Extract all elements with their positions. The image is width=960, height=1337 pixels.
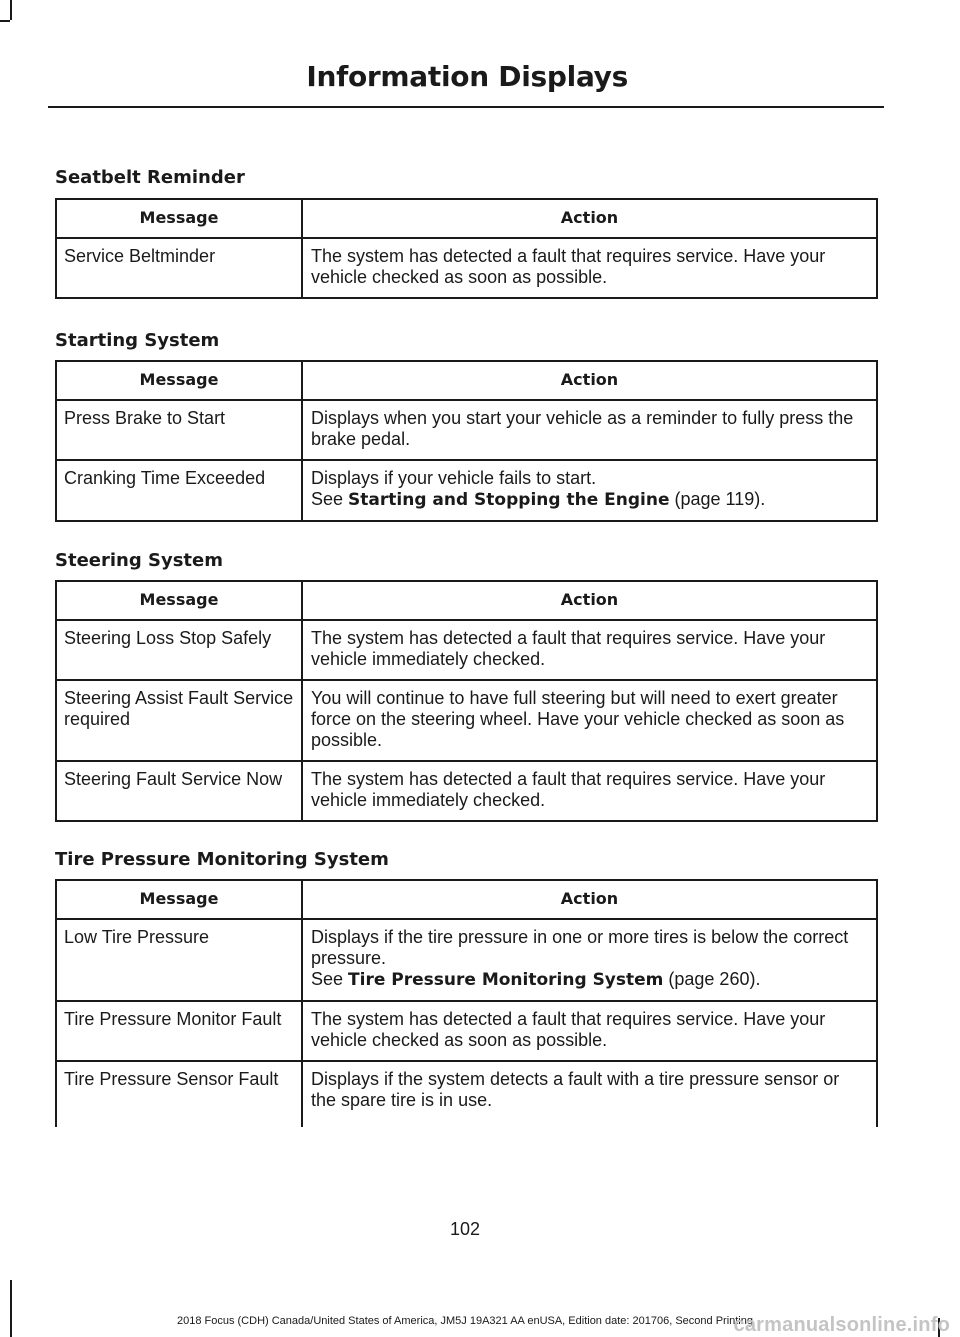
table-row [56,919,877,1001]
action-cell: Displays when you start your vehicle as a reminder to fully press the brake pedal. [302,400,877,460]
tire-pressure-table [55,879,878,1127]
table-header-row [56,199,877,238]
column-header-action: Action [302,880,877,919]
message-cell: Cranking Time Exceeded [56,460,302,521]
table-header-row [56,581,877,620]
footer-edition-info: 2018 Focus (CDH) Canada/United States of America, JM5J 19A321 AA enUSA, Edition date: 201706, Second Printing [176,1315,753,1327]
section-heading-steering-system: Steering System [55,550,223,571]
action-cell: The system has detected a fault that requires service. Have your vehicle checked as soon as possible. [302,1001,877,1061]
table-row [56,620,877,680]
cross-reference-link[interactable]: Tire Pressure Monitoring System [348,970,664,990]
see-prefix: See [311,969,349,989]
action-cell: The system has detected a fault that requires service. Have your vehicle immediately checked. [302,620,877,680]
table-row [56,460,877,521]
watermark: carmanualsonline.info [733,1314,950,1336]
action-cell: The system has detected a fault that requires service. Have your vehicle checked as soon as possible. [302,238,877,298]
action-cell: You will continue to have full steering but will need to exert greater force on the steering wheel. Have your vehicle checked as soon as possible. [302,680,877,761]
message-cell: Steering Loss Stop Safely [56,620,302,680]
crop-mark [0,20,10,22]
page-number: 102 [449,1219,481,1239]
action-cell [302,919,877,1001]
message-cell: Tire Pressure Sensor Fault [56,1061,302,1127]
title-divider [48,106,884,108]
page-title: Information Displays [306,60,628,93]
action-text: Displays if the tire pressure in one or more tires is below the correct pressure. [311,927,849,968]
table-row [56,761,877,821]
see-page: (page 119). [669,489,766,509]
section-heading-starting-system: Starting System [55,330,220,351]
action-cell [302,460,877,521]
seatbelt-reminder-table [55,198,878,299]
crop-mark [10,1280,12,1337]
see-reference [311,969,869,991]
action-cell: The system has detected a fault that requires service. Have your vehicle immediately checked. [302,761,877,821]
see-prefix: See [311,489,349,509]
message-cell: Service Beltminder [56,238,302,298]
message-cell: Press Brake to Start [56,400,302,460]
table-row [56,1001,877,1061]
column-header-action: Action [302,199,877,238]
message-cell: Steering Assist Fault Service required [56,680,302,761]
column-header-message: Message [56,361,302,400]
message-cell: Tire Pressure Monitor Fault [56,1001,302,1061]
section-heading-seatbelt-reminder: Seatbelt Reminder [55,167,245,188]
cross-reference-link[interactable]: Starting and Stopping the Engine [348,490,670,510]
table-row [56,1061,877,1127]
crop-mark [10,0,12,20]
column-header-message: Message [56,581,302,620]
see-page: (page 260). [663,969,761,989]
table-header-row [56,880,877,919]
message-cell: Steering Fault Service Now [56,761,302,821]
table-row [56,400,877,460]
steering-system-table [55,580,878,822]
starting-system-table [55,360,878,522]
column-header-action: Action [302,581,877,620]
column-header-message: Message [56,880,302,919]
table-header-row [56,361,877,400]
column-header-message: Message [56,199,302,238]
action-text: Displays if your vehicle fails to start. [311,468,597,488]
message-cell: Low Tire Pressure [56,919,302,1001]
section-heading-tire-pressure-monitoring: Tire Pressure Monitoring System [55,849,389,870]
column-header-action: Action [302,361,877,400]
see-reference [311,489,869,511]
table-row [56,680,877,761]
action-cell: Displays if the system detects a fault with a tire pressure sensor or the spare tire is in use. [302,1061,877,1127]
table-row [56,238,877,298]
